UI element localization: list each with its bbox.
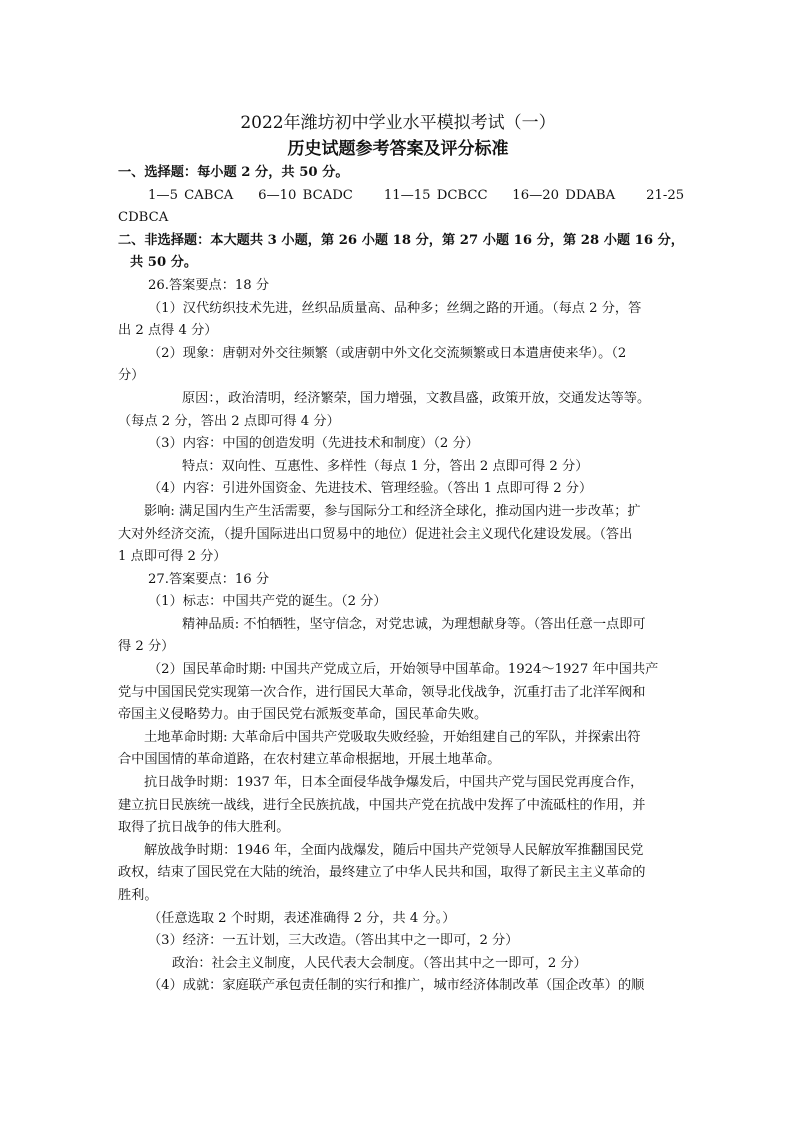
- answer-line: 土地革命时期: 大革命后中国共产党吸取失败经验，开始组建自己的军队，并探索出符: [144, 729, 641, 745]
- document-page: [118, 110, 685, 998]
- exam-title: 2022年潍坊初中学业水平模拟考试（一）: [240, 113, 556, 133]
- answer-line: 出 2 点得 4 分）: [118, 323, 218, 339]
- answer-line: （1）标志：中国共产党的诞生。（2 分）: [148, 594, 387, 610]
- question-header: 26.答案要点：18 分: [148, 277, 270, 293]
- answer-line: CDBCA: [118, 210, 169, 226]
- answer-line: 分）: [118, 368, 145, 384]
- answer-line: （4）内容：引进外国资金、先进技术、管理经验。（答出 1 点即可得 2 分）: [148, 481, 593, 497]
- answer-line: 政权，结束了国民党在大陆的统治，最终建立了中华人民共和国，取得了新民主主义革命的: [118, 865, 646, 881]
- answer-line: 党与中国国民党实现第一次合作，进行国民大革命，领导北伐战争，沉重打击了北洋军阀和: [118, 684, 646, 700]
- answer-line: 得 2 分）: [118, 639, 175, 655]
- answer-line: （1）汉代纺织技术先进，丝织品质量高、品种多；丝绸之路的开通。（每点 2 分，答: [148, 300, 642, 316]
- answer-line: （2）现象：唐朝对外交往频繁（或唐朝中外文化交流频繁或日本遣唐使来华）。（2: [148, 345, 627, 361]
- answer-line: 1 点即可得 2 分）: [118, 549, 227, 565]
- answer-line: 解放战争时期：1946 年，全面内战爆发，随后中国共产党领导人民解放军推翻国民党: [144, 842, 644, 858]
- answer-line: 政治：社会主义制度，人民代表大会制度。（答出其中之一即可，2 分）: [172, 955, 587, 971]
- answer-line: 帝国主义侵略势力。由于国民党右派叛变革命，国民革命失败。: [118, 707, 488, 723]
- answer-line: （每点 2 分，答出 2 点即可得 4 分）: [118, 413, 340, 429]
- answer-line: （4）成就：家庭联产承包责任制的实行和推广，城市经济体制改革（国企改革）的顺: [148, 978, 645, 994]
- answer-line: 取得了抗日战争的伟大胜利。: [118, 820, 290, 836]
- answer-line: （3）经济：一五计划，三大改造。（答出其中之一即可，2 分）: [148, 933, 519, 949]
- question-header: 27.答案要点：16 分: [148, 571, 270, 587]
- section-heading-cont: 共 50 分。: [130, 255, 198, 271]
- answer-line: 1—5 CABCA 6—10 BCADC 11—15 DCBCC 16—20 DDABA 21-25: [148, 187, 685, 203]
- answer-line: 精神品质: 不怕牺牲，坚守信念，对党忠诚，为理想献身等。（答出任意一点即可: [182, 616, 646, 632]
- answer-line: （3）内容：中国的创造发明（先进技术和制度）（2 分）: [148, 436, 479, 452]
- answer-line: （2）国民革命时期: 中国共产党成立后，开始领导中国革命。1924～1927 年中国共产: [148, 662, 659, 678]
- answer-line: 影响: 满足国内生产生活需要，参与国际分工和经济全球化，推动国内进一步改革；扩: [144, 503, 641, 519]
- answer-line: 建立抗日民族统一战线，进行全民族抗战，中国共产党在抗战中发挥了中流砥柱的作用，并: [118, 797, 646, 813]
- answer-line: 原因：，政治清明，经济繁荣，国力增强，文教昌盛，政策开放，交通发达等等。: [182, 390, 651, 406]
- exam-subtitle: 历史试题参考答案及评分标准: [287, 139, 509, 159]
- answer-line: 胜利。: [118, 888, 158, 903]
- section-heading: 一、选择题：每小题 2 分，共 50 分。: [118, 165, 349, 180]
- section-heading: 二、非选择题：本大题共 3 小题，第 26 小题 18 分，第 27 小题 16 分，第 28 小题 16 分，: [118, 232, 684, 248]
- answer-line: 抗日战争时期：1937 年，日本全面侵华战争爆发后，中国共产党与国民党再度合作，: [144, 775, 644, 791]
- answer-line: 特点：双向性、互惠性、多样性（每点 1 分，答出 2 点即可得 2 分）: [182, 458, 589, 474]
- answer-line: 大对外经济交流，（提升国际进出口贸易中的地位）促进社会主义现代化建设发展。（答出: [118, 526, 633, 542]
- answer-line: （任意选取 2 个时期，表述准确得 2 分，共 4 分。）: [148, 910, 456, 926]
- answer-line: 合中国国情的革命道路，在农村建立革命根据地，开展土地革命。: [118, 752, 501, 768]
